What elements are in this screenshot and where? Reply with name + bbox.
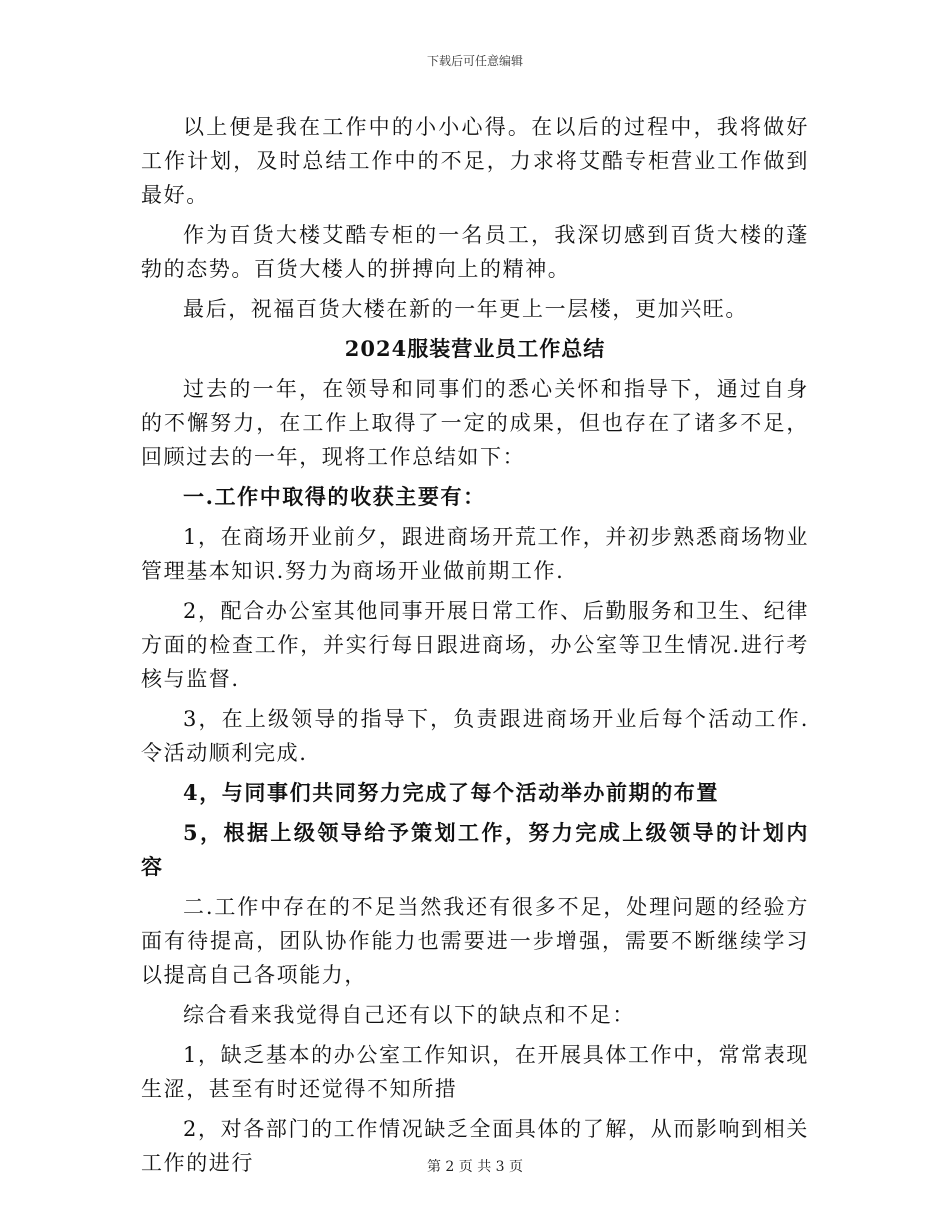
list-item: 3，在上级领导的指导下，负责跟进商场开业后每个活动工作.令活动顺利完成. <box>141 707 809 765</box>
paragraph-closing-2: 作为百货大楼艾酷专柜的一名员工，我深切感到百货大楼的蓬勃的态势。百货大楼人的拼搏向上的精神。 <box>141 223 809 281</box>
paragraph-closing-1: 以上便是我在工作中的小小心得。在以后的过程中，我将做好工作计划，及时总结工作中的不足，力求将艾酷专柜营业工作做到最好。 <box>141 115 809 207</box>
page-number: 第 2 页 共 3 页 <box>426 1159 524 1175</box>
list-item: 1，缺乏基本的办公室工作知识，在开展具体工作中，常常表现生涩，甚至有时还觉得不知所措 <box>141 1043 809 1101</box>
paragraph-closing-3: 最后，祝福百货大楼在新的一年更上一层楼，更加兴旺。 <box>183 297 748 321</box>
list-item: 5，根据上级领导给予策划工作，努力完成上级领导的计划内容 <box>141 820 809 879</box>
list-item: 1，在商场开业前夕，跟进商场开荒工作，并初步熟悉商场物业管理基本知识.努力为商场开业做前期工作. <box>141 525 809 583</box>
list-item: 2，对各部门的工作情况缺乏全面具体的了解，从而影响到相关工作的进行 <box>141 1117 809 1175</box>
list-item: 4，与同事们共同努力完成了每个活动举办前期的布置 <box>183 780 720 805</box>
header-note: 下载后可任意编辑 <box>426 54 523 68</box>
paragraph-intro: 过去的一年，在领导和同事们的悉心关怀和指导下，通过自身的不懈努力，在工作上取得了一定的成果，但也存在了诸多不足，回顾过去的一年，现将工作总结如下： <box>141 377 809 469</box>
paragraph-shortcomings: 二.工作中存在的不足当然我还有很多不足，处理问题的经验方面有待提高，团队协作能力也需要进一步增强，需要不断继续学习以提高自己各项能力， <box>141 895 809 987</box>
paragraph-summary: 综合看来我觉得自己还有以下的缺点和不足： <box>183 1003 635 1027</box>
heading-achievements: 一.工作中取得的收获主要有： <box>183 484 486 509</box>
list-item: 2，配合办公室其他同事开展日常工作、后勤服务和卫生、纪律方面的检查工作，并实行每日跟进商场，办公室等卫生情况.进行考核与监督. <box>141 599 809 691</box>
document-body <box>141 110 809 1186</box>
section-title: 2024服装营业员工作总结 <box>344 336 606 361</box>
